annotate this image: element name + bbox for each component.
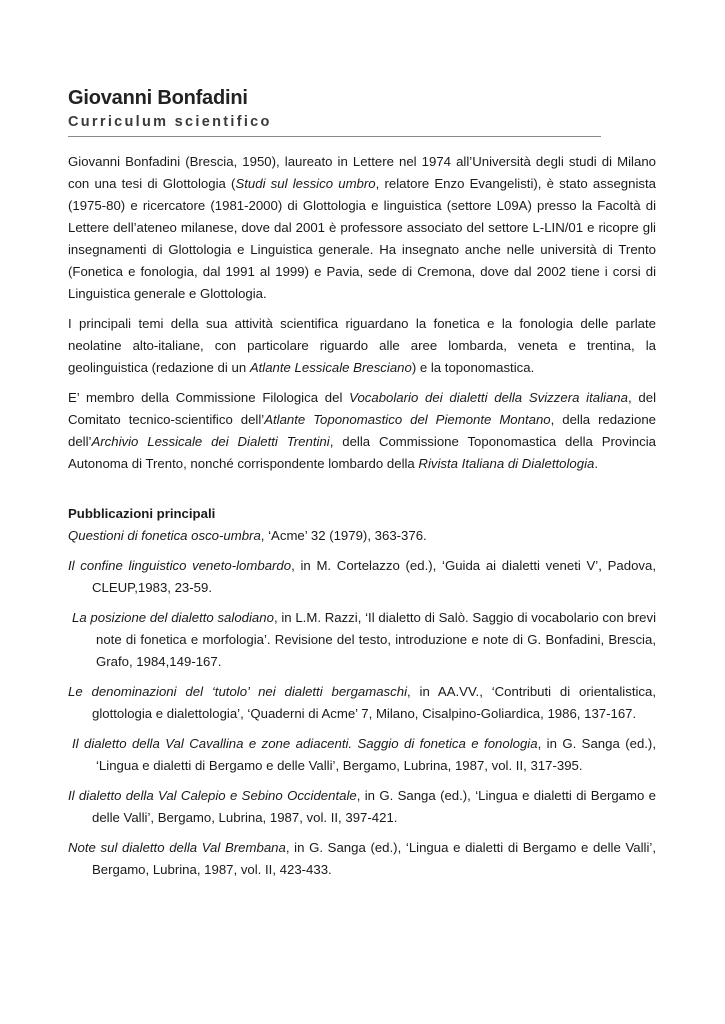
biography-paragraph [68,151,656,305]
paragraph-text: , della redazione dell’ [68,412,656,449]
publication-title: Note sul dialetto della Val Brembana [68,840,286,855]
publication-title: Le denominazioni del ‘tutolo’ nei dialetti bergamaschi [68,684,408,699]
paragraph-text: Giovanni Bonfadini (Brescia, 1950), laureato in Lettere nel 1974 all’Università degli studi di Milano con una tesi di Glottologia ( [68,154,656,191]
paragraph-text: ) e la toponomastica. [411,360,535,375]
paragraph-text: , della Commissione Toponomastica della Provincia Autonoma di Trento, nonché corrispondente lombardo della [68,434,656,471]
publication-entry [68,837,656,881]
publications-heading: Pubblicazioni principali [68,506,216,521]
biography-paragraph [68,313,656,379]
publication-title: La posizione del dialetto salodiano [72,610,274,625]
publication-title: Questioni di fonetica osco-umbra [68,528,261,543]
biography-section [68,151,656,475]
publication-entry [68,607,656,673]
header-divider [68,136,601,137]
italic-title: Atlante Lessicale Bresciano [249,360,412,375]
publication-title: Il confine linguistico veneto-lombardo [68,558,292,573]
publication-details: , in G. Sanga (ed.), ‘Lingua e dialetti di Bergamo e delle Valli’, Bergamo, Lubrina, 1987, vol. II, 397-421. [92,788,656,825]
publication-entry [68,525,656,547]
publication-entry [68,733,656,777]
publication-entry [68,681,656,725]
italic-title: Vocabolario dei dialetti della Svizzera italiana [349,390,628,405]
paragraph-text: I principali temi della sua attività scientifica riguardano la fonetica e la fonologia delle parlate neolatine alto-italiane, con particolare riguardo alle aree lombarda, veneta e trentina, la geolinguistica (redazione di un [68,316,656,375]
publications-list [68,525,656,881]
italic-title: Atlante Toponomastico del Piemonte Montano [264,412,551,427]
author-name: Giovanni Bonfadini [68,87,248,109]
paragraph-text: , relatore Enzo Evangelisti), è stato assegnista (1975-80) e ricercatore (1981-2000) di Glottologia e linguistica (settore L09A) presso la Facoltà di Lettere dell’ateneo milanese, dove dal 2001 è professore associato del settore L-LIN/01 e ricopre gli insegnamenti di Glottologia e Linguistica generale. Ha insegnato anche nelle università di Trento (Fonetica e fonologia, dal 1991 al 1999) e Pavia, sede di Cremona, dove dal 2002 tiene i corsi di Linguistica generale e Glottologia. [68,176,656,301]
publication-entry [68,555,656,599]
paragraph-text: , del Comitato tecnico-scientifico dell’ [68,390,656,427]
document-header [68,86,601,137]
publication-details: , in G. Sanga (ed.), ‘Lingua e dialetti di Bergamo e delle Valli’, Bergamo, Lubrina, 1987, vol. II, 423-433. [92,840,657,877]
publication-details: , ‘Acme’ 32 (1979), 363-376. [260,528,427,543]
italic-title: Archivio Lessicale dei Dialetti Trentini [91,434,330,449]
paragraph-text: E’ membro della Commissione Filologica del [68,390,350,405]
publication-entry [68,785,656,829]
biography-paragraph [68,387,656,475]
document-subtitle: Curriculum scientifico [68,114,272,130]
publication-details: , in AA.VV., ‘Contributi di orientalistica, glottologia e dialettologia’, ‘Quaderni di Acme’ 7, Milano, Cisalpino-Goliardica, 1986, 137-167. [92,684,657,721]
italic-title: Studi sul lessico umbro [235,176,376,191]
paragraph-text: . [594,456,599,471]
publication-details: , in G. Sanga (ed.), ‘Lingua e dialetti di Bergamo e delle Valli’, Bergamo, Lubrina, 1987, vol. II, 317-395. [96,736,656,773]
publication-details: , in M. Cortelazzo (ed.), ‘Guida ai dialetti veneti V’, Padova, CLEUP,1983, 23-59. [92,558,656,595]
publication-title: Il dialetto della Val Cavallina e zone adiacenti. Saggio di fonetica e fonologia [72,736,538,751]
document-body [68,151,656,889]
italic-title: Rivista Italiana di Dialettologia [418,456,595,471]
publication-title: Il dialetto della Val Calepio e Sebino Occidentale [68,788,357,803]
publication-details: , in L.M. Razzi, ‘Il dialetto di Salò. Saggio di vocabolario con brevi note di fonetica e morfologia’. Revisione del testo, introduzione e note di G. Bonfadini, Brescia, Grafo, 1984,149-167. [96,610,657,669]
